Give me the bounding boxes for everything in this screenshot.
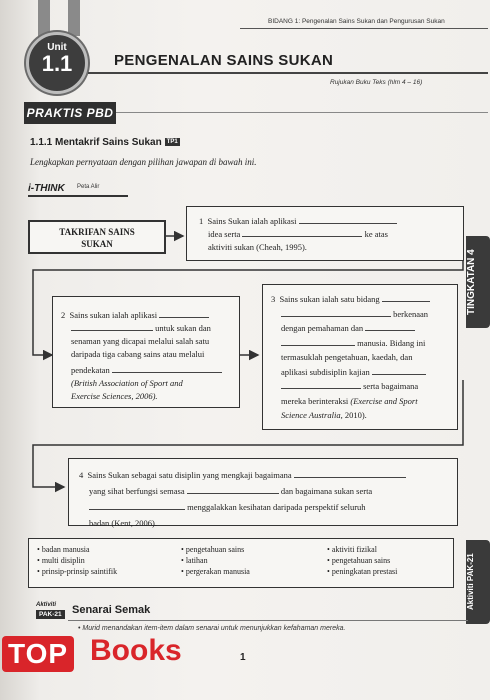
flow-box-3 bbox=[262, 284, 458, 430]
blank-3d[interactable] bbox=[281, 337, 355, 346]
box3-t5: termasuklah pengetahuan, kaedah, dan bbox=[281, 352, 413, 362]
blank-3a[interactable] bbox=[382, 293, 430, 302]
topbooks-logo-books: Books bbox=[90, 634, 182, 667]
senarai-bullet-text: Murid menandakan item-item dalam senarai untuk menunjukkan kefahaman mereka. bbox=[82, 625, 346, 632]
word-bank-col-1 bbox=[37, 544, 117, 577]
flow-box-1 bbox=[186, 206, 464, 261]
box2-num: 2 bbox=[61, 310, 66, 320]
word-text: aktiviti fizikal bbox=[331, 545, 377, 554]
rujukan-text: Rujukan Buku Teks (hlm 4 – 16) bbox=[330, 79, 423, 86]
word-text: pengetahuan sains bbox=[331, 556, 391, 565]
flow-box-1-text bbox=[199, 215, 459, 254]
blank-1a[interactable] bbox=[299, 215, 397, 224]
word-bank-box bbox=[28, 538, 454, 588]
word-item: • aktiviti fizikal bbox=[327, 545, 377, 554]
flow-box-4 bbox=[68, 458, 458, 526]
word-item: • pergerakan manusia bbox=[181, 567, 250, 576]
word-text: pengetahuan sains bbox=[185, 545, 245, 554]
box2-t5: pendekatan bbox=[71, 365, 110, 375]
blank-4b[interactable] bbox=[187, 485, 279, 494]
word-item: • multi disiplin bbox=[37, 556, 85, 565]
flow-box-4-text bbox=[79, 467, 455, 531]
blank-2b[interactable] bbox=[71, 322, 153, 331]
word-item: • pengetahuan sains bbox=[181, 545, 245, 554]
box4-t2: yang sihat berfungsi semasa bbox=[89, 486, 185, 496]
box3-num: 3 bbox=[271, 294, 276, 304]
page-number: 1 bbox=[240, 652, 246, 663]
flow-start-box bbox=[28, 220, 166, 254]
blank-4c[interactable] bbox=[89, 501, 185, 510]
senarai-title: Senarai Semak bbox=[72, 604, 151, 616]
box1-t1: Sains Sukan ialah aplikasi bbox=[207, 216, 297, 226]
box2-t4: daripada tiga cabang sains atau melalui bbox=[71, 349, 205, 359]
box3-t8-a: mereka berinteraksi bbox=[281, 395, 351, 406]
box4-t1: Sains Sukan sebagai satu disiplin yang mengkaji bagaimana bbox=[87, 470, 292, 480]
aktiviti-badge-bottom: PAK-21 bbox=[36, 610, 65, 619]
section-title: 1.1.1 Mentakrif Sains Sukan bbox=[30, 137, 162, 148]
tingkatan-tab: TINGKATAN 4 bbox=[466, 236, 490, 328]
word-bank-col-3 bbox=[327, 544, 397, 577]
header-bidang: BIDANG 1: Pengenalan Sains Sukan dan Pengurusan Sukan bbox=[268, 18, 445, 25]
box1-num: 1 bbox=[199, 216, 204, 226]
word-item: • badan manusia bbox=[37, 545, 90, 554]
unit-number: 1.1 bbox=[41, 51, 73, 76]
blank-3b[interactable] bbox=[281, 308, 391, 317]
box3-t6: aplikasi subdisiplin kajian bbox=[281, 366, 370, 377]
blank-3e[interactable] bbox=[372, 366, 426, 375]
box2-t6: (British Association of Sport and bbox=[71, 378, 183, 388]
box1-t2: idea serta bbox=[208, 229, 241, 239]
box2-t3: senaman yang dicapai melalui salah satu bbox=[71, 336, 210, 346]
aktiviti-tab: Aktiviti PAK-21 bbox=[466, 540, 490, 624]
flow-box-3-text: 3 Sains sukan ialah satu bidang berkenaan dengan pemahaman dan manusia. Bidang ini termasuklah pengetahuan, kaedah, dan aplikasi subdisiplin kajian serta bagaimana mereka berinteraksi (Exercise and Sport Science Australia, 2010). bbox=[271, 292, 455, 423]
instruction-text: Lengkapkan pernyataan dengan pilihan jawapan di bawah ini. bbox=[30, 157, 257, 167]
word-item: • latihan bbox=[181, 556, 208, 565]
box2-t1: Sains sukan ialah aplikasi bbox=[69, 310, 158, 320]
box3-t3: dengan pemahaman dan bbox=[281, 323, 364, 333]
box1-t3: ke atas bbox=[364, 229, 388, 239]
blank-2a[interactable] bbox=[159, 309, 209, 318]
box4-num: 4 bbox=[79, 470, 84, 480]
word-text: pergerakan manusia bbox=[185, 567, 250, 576]
page-title: PENGENALAN SAINS SUKAN bbox=[114, 52, 334, 69]
word-text: prinsip-prinsip saintifik bbox=[41, 567, 118, 576]
box3-t8-b: (Exercise and Sport bbox=[350, 395, 418, 406]
word-item: • prinsip-prinsip saintifik bbox=[37, 567, 118, 576]
blank-1b[interactable] bbox=[242, 228, 362, 237]
word-text: peningkatan prestasi bbox=[331, 567, 398, 576]
word-item: • pengetahuan sains bbox=[327, 556, 391, 565]
box4-t5: badan (Kent, 2006). bbox=[89, 518, 157, 528]
peta-alir-label: Peta Alir bbox=[77, 184, 100, 190]
word-text: badan manusia bbox=[41, 545, 90, 554]
box2-t2: untuk sukan dan bbox=[155, 323, 211, 333]
flow-start-text: TAKRIFAN SAINS SUKAN bbox=[59, 227, 135, 249]
flow-box-2 bbox=[52, 296, 240, 408]
senarai-bullet: • Murid menandakan item-item dalam senarai untuk menunjukkan kefahaman mereka. bbox=[78, 625, 346, 632]
box3-t1: Sains sukan ialah satu bidang bbox=[279, 294, 380, 304]
senarai-rule bbox=[68, 620, 468, 621]
topbooks-logo-top: TOP bbox=[2, 636, 74, 672]
word-bank-col-2 bbox=[181, 544, 250, 577]
word-text: multi disiplin bbox=[41, 556, 85, 565]
tp-badge: TP1 bbox=[166, 139, 178, 146]
blank-2c[interactable] bbox=[112, 364, 222, 373]
ithink-label: i-THINK bbox=[28, 183, 65, 194]
box3-t9: Science Australia, bbox=[281, 410, 343, 420]
word-text: latihan bbox=[185, 556, 208, 565]
unit-label: Unit bbox=[47, 42, 67, 53]
blank-3c[interactable] bbox=[365, 322, 415, 331]
box4-t3: dan bagaimana sukan serta bbox=[280, 486, 373, 496]
flow-box-2-text bbox=[61, 309, 237, 403]
aktiviti-badge-top: Aktiviti bbox=[36, 602, 57, 608]
box3-t2: berkenaan bbox=[393, 308, 429, 319]
praktis-pbd-banner: PRAKTIS PBD bbox=[24, 102, 116, 124]
blank-4a[interactable] bbox=[294, 469, 406, 478]
box3-t4: manusia. Bidang ini bbox=[357, 337, 426, 348]
box4-t4: menggalakkan kesihatan daripada perspektif seluruh bbox=[187, 502, 366, 512]
word-item: • peningkatan prestasi bbox=[327, 567, 398, 576]
blank-3f[interactable] bbox=[281, 380, 361, 389]
box2-t7: Exercise Sciences, 2006). bbox=[71, 391, 158, 401]
box1-t4: aktiviti sukan (Cheah, 1995). bbox=[208, 242, 307, 252]
box3-t7: serta bagaimana bbox=[363, 381, 419, 391]
